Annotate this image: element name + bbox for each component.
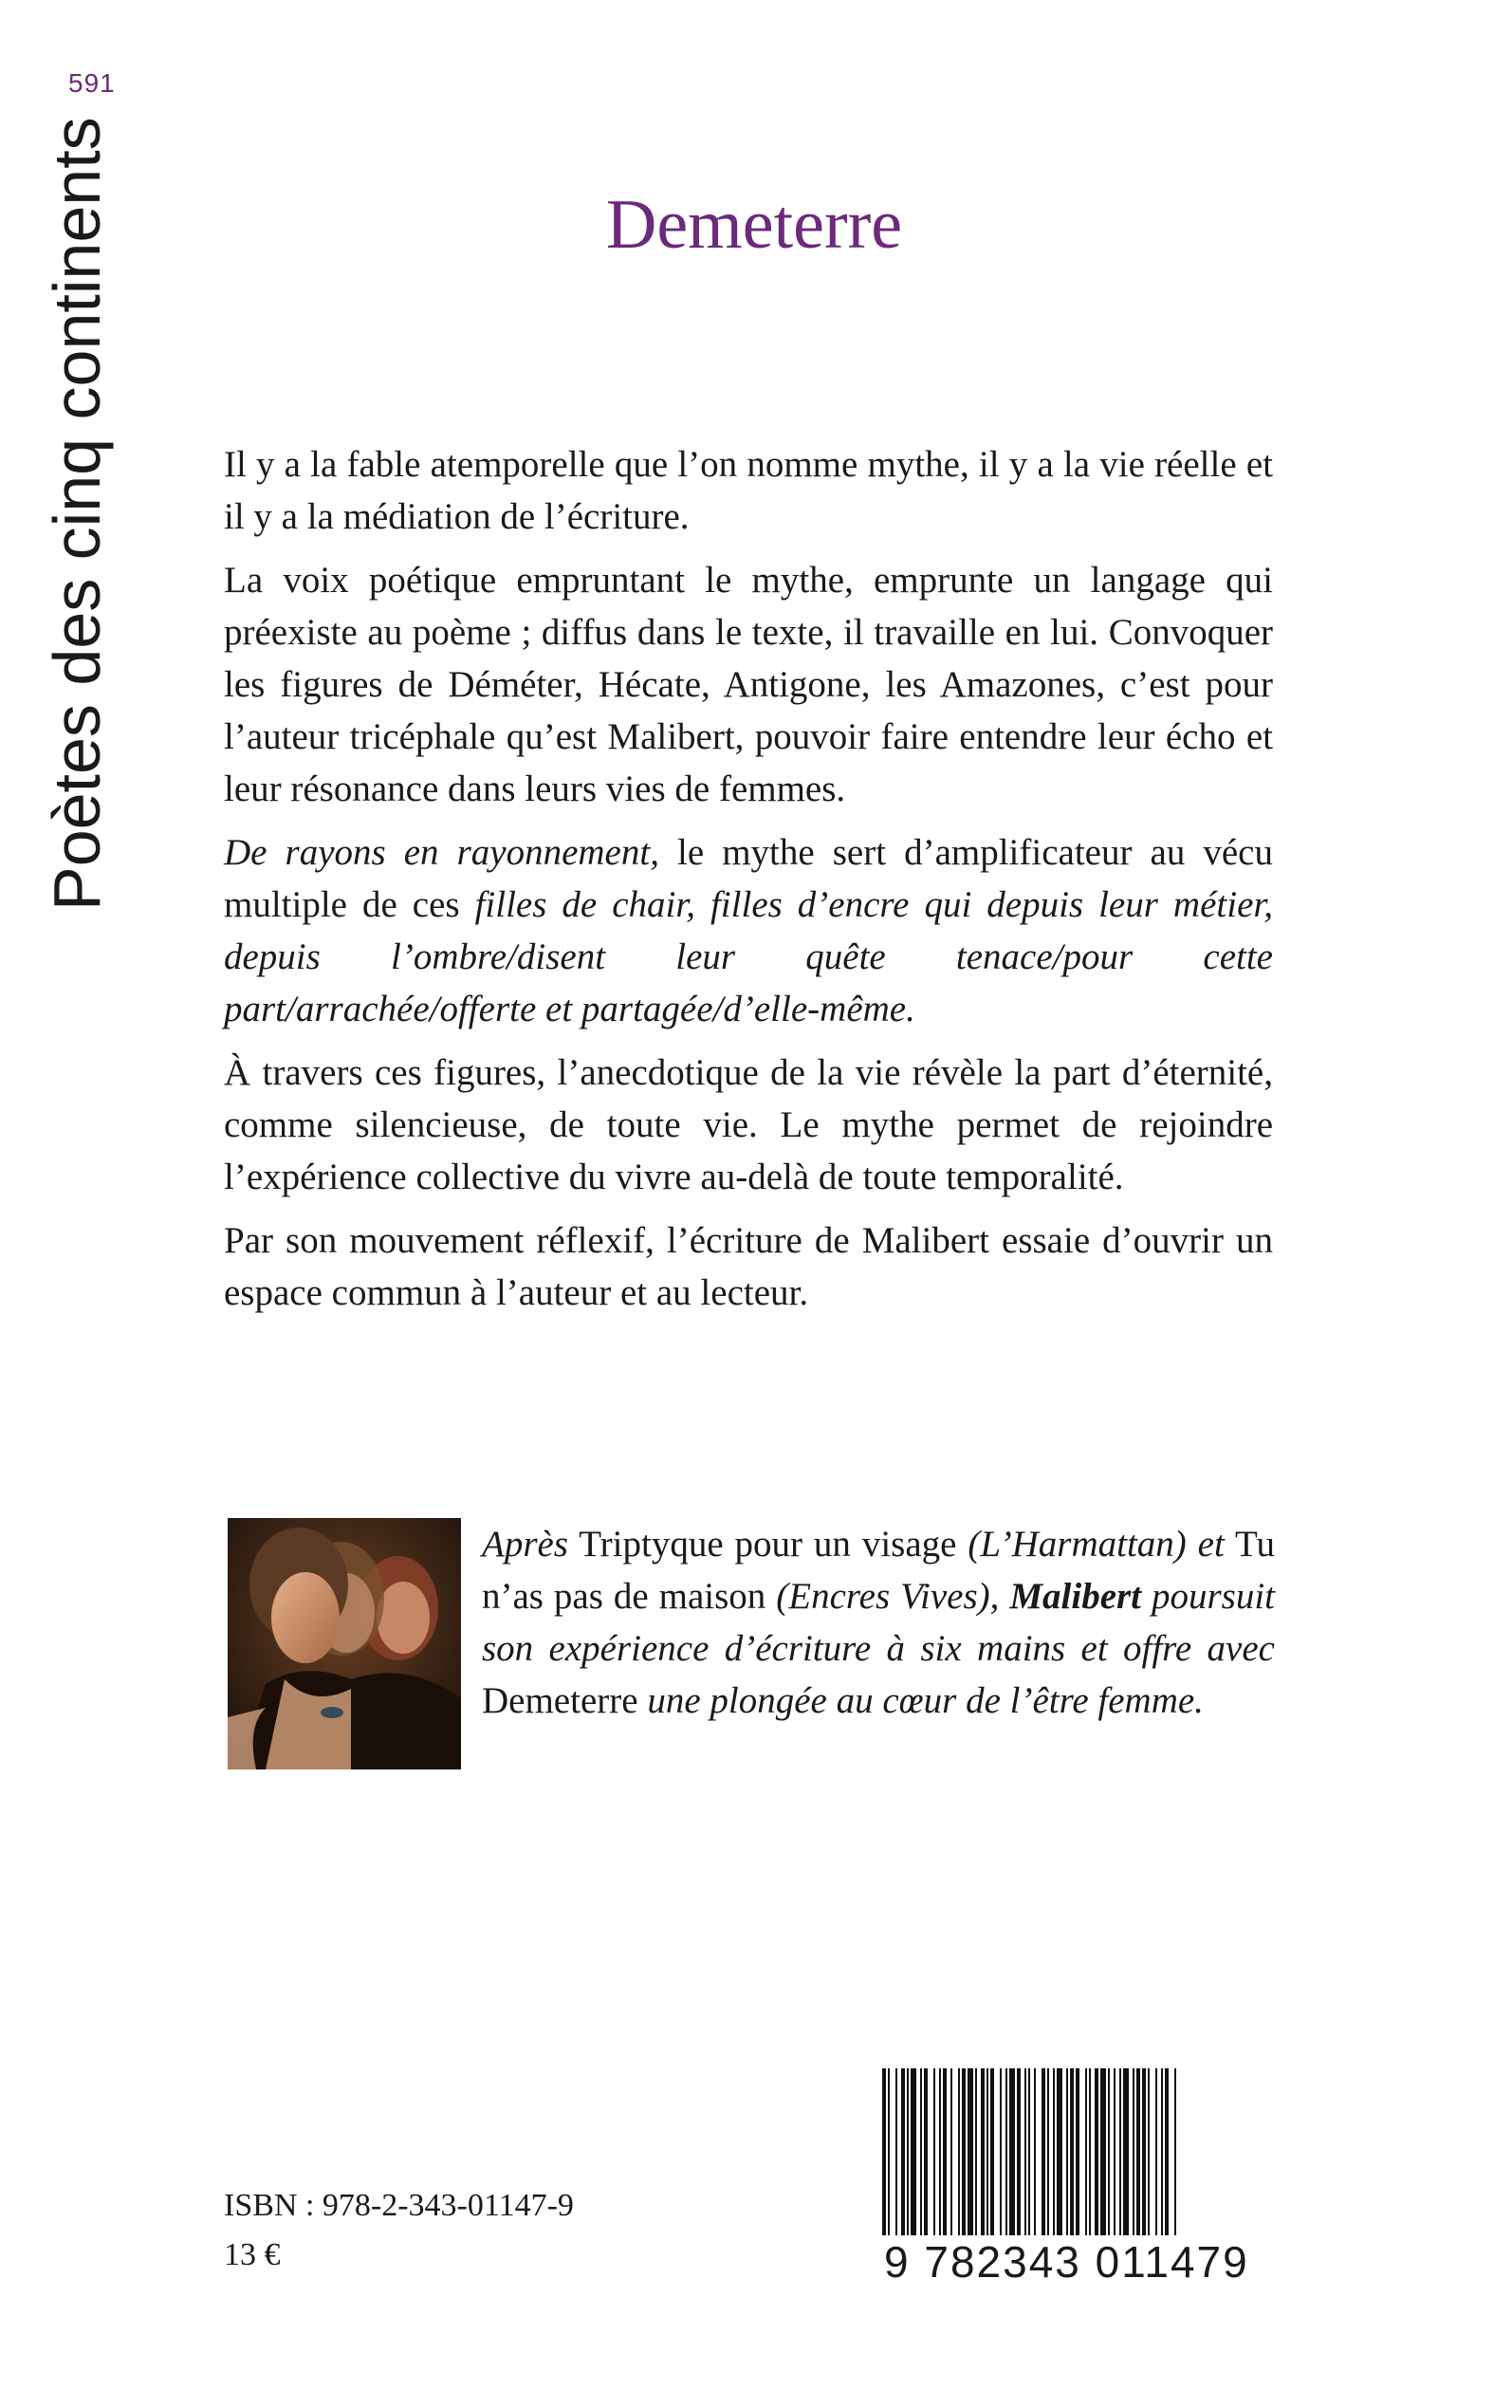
author-book1: Triptyque pour un visage <box>568 1524 968 1565</box>
author-book2: Tu n’as pas de maison <box>482 1524 1276 1617</box>
author-photo <box>228 1518 461 1769</box>
author-bio <box>482 1518 1275 1727</box>
author-name: Malibert <box>1009 1576 1142 1617</box>
author-block <box>228 1518 1275 1769</box>
blurb-p3-italic-a: De rayons en rayonnement, <box>224 832 659 873</box>
author-continues: poursuit son expérience d’écriture à six mains et offre avec <box>482 1576 1276 1669</box>
blurb-paragraph-4: À travers ces figures, l’anecdotique de la vie révèle la part d’éternité, comme silencieuse, de toute vie. Le mythe permet de rejoindre l’expérience collective du vivre au-delà de toute temporalité. <box>224 1052 1273 1197</box>
blurb-p3-text-a: le mythe sert d’amplificateur au vécu multiple de ces <box>224 832 1273 925</box>
barcode-digits: 9 782343 011479 <box>880 2235 1277 2288</box>
blurb-paragraph-5: Par son mouvement réflexif, l’écriture de Malibert essaie d’ouvrir un espace commun à l’auteur et au lecteur. <box>224 1220 1273 1313</box>
author-book3: Demeterre <box>482 1680 648 1721</box>
blurb-paragraph-3 <box>224 826 1273 1035</box>
series-title: Poètes des cinq continents <box>40 117 114 911</box>
blurb-p3-italic-b: filles de chair, filles d’encre qui depuis leur métier, depuis l’ombre/disent leur quête tenace/pour cette part/arrachée/offerte et partagée/d’elle-même. <box>224 884 1273 1029</box>
author-publisher2: (Encres Vives), <box>776 1576 1010 1617</box>
author-after: Après <box>482 1524 568 1565</box>
author-ending: une plongée au cœur de l’être femme. <box>647 1680 1204 1721</box>
blurb <box>224 438 1273 1330</box>
author-publisher1: (L’Harmattan) et <box>968 1524 1225 1565</box>
series-number: 591 <box>68 68 116 98</box>
author-photo-image <box>228 1518 461 1769</box>
isbn: ISBN : 978-2-343-01147-9 <box>224 2188 574 2223</box>
price: 13 € <box>224 2237 281 2272</box>
blurb-paragraph-1: Il y a la fable atemporelle que l’on nomme mythe, il y a la vie réelle et il y a la médiation de l’écriture. <box>224 444 1273 537</box>
blurb-paragraph-2: La voix poétique empruntant le mythe, emprunte un langage qui préexiste au poème ; diffus dans le texte, il travaille en lui. Convoquer les figures de Déméter, Hécate, Antigone, les Amazones, c’est pour l’auteur tricéphale qu’est Malibert, pouvoir faire entendre leur écho et leur résonance dans leurs vies de femmes. <box>224 560 1273 809</box>
book-title: Demeterre <box>605 186 903 264</box>
